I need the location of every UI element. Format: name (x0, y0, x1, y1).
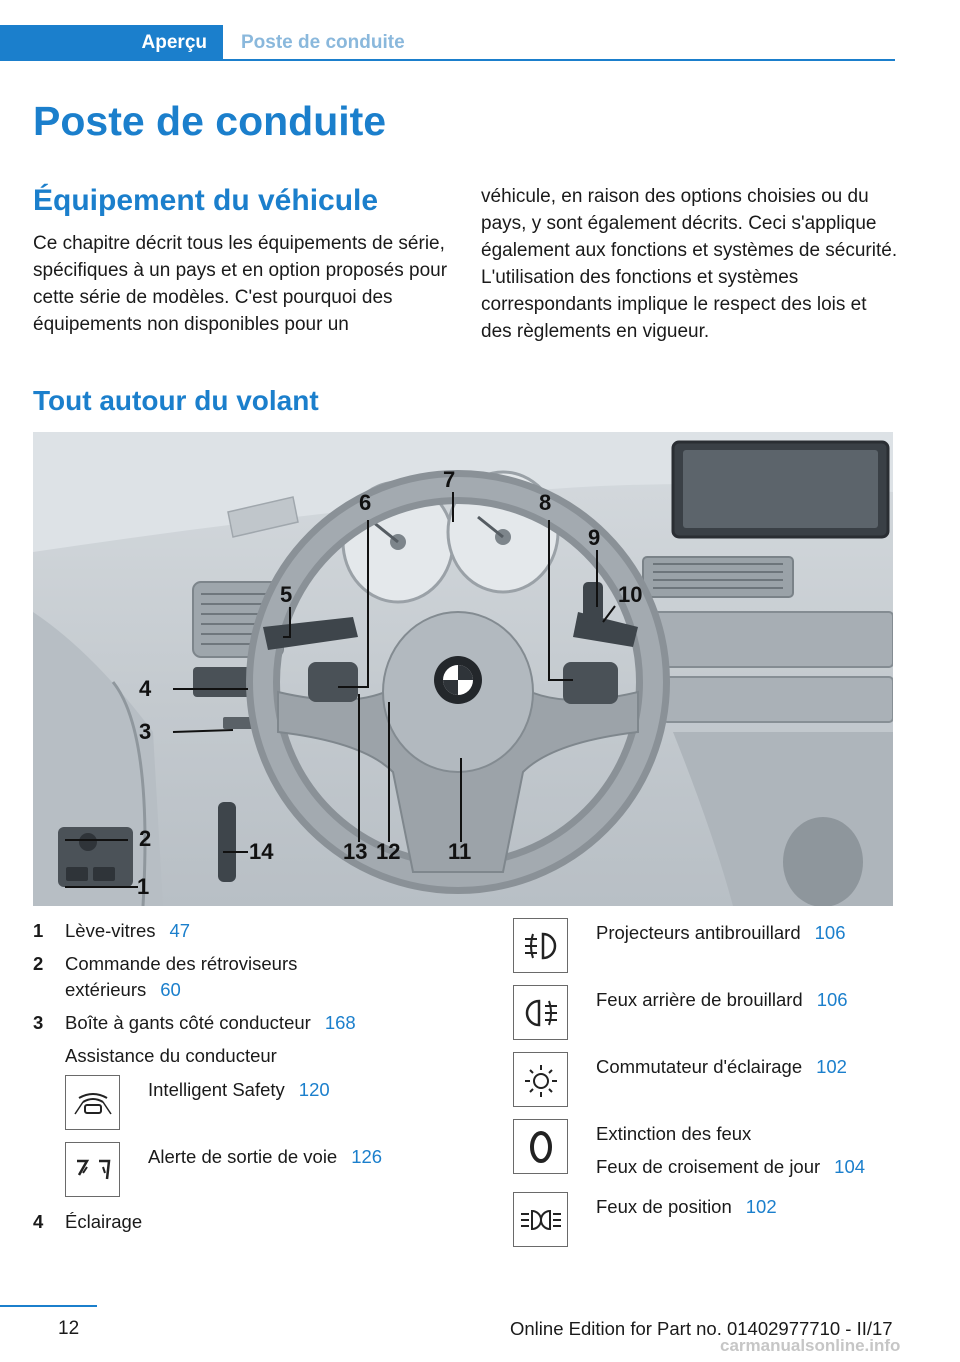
legend-right (513, 918, 913, 1259)
header-tabbar (0, 25, 895, 63)
page-ref-link[interactable]: 104 (834, 1156, 866, 1177)
page-title: Poste de conduite (33, 98, 387, 144)
legend-text: Lève-vitres (65, 920, 156, 941)
assist-label: Assistance du conducteur (65, 1045, 277, 1066)
subsection-title: Tout autour du volant (33, 385, 319, 416)
assist-icons (33, 1075, 473, 1197)
legend-num: 2 (33, 953, 44, 974)
callout-6: 6 (359, 490, 372, 515)
callout-10: 10 (618, 582, 643, 607)
legend-text: Intelligent Safety (148, 1079, 285, 1100)
legend-item-2 (33, 951, 473, 1003)
legend-text: Feux de croisement de jour (596, 1156, 821, 1177)
assist-item-lane-departure (65, 1142, 473, 1197)
callout-13: 13 (343, 839, 368, 864)
section-title: Équipement du véhicule (33, 184, 379, 217)
steering-wheel-illustration (33, 432, 893, 906)
legend-text: Feux de position (596, 1196, 732, 1217)
legend-text: Projecteurs antibrouillard (596, 922, 801, 943)
legend-text: Alerte de sortie de voie (148, 1146, 338, 1167)
callout-12: 12 (376, 839, 401, 864)
callout-2: 2 (139, 826, 152, 851)
page-ref-link[interactable]: 120 (298, 1079, 330, 1100)
intelligent-safety-icon (65, 1075, 120, 1130)
intro-paragraph-left: Ce chapitre décrit tous les équipements de série, spécifiques à un pays et en option proposés pour cette série de modèles. C'est pourquoi des équipements non disponibles pour un (33, 233, 448, 335)
tab-poste-de-conduite[interactable]: Poste de conduite (241, 32, 405, 53)
footer-rule (0, 1305, 97, 1307)
legend-num: 1 (33, 920, 44, 941)
legend-text: Commutateur d'éclairage (596, 1056, 803, 1077)
legend-item-1 (33, 918, 473, 944)
callout-9: 9 (588, 525, 601, 550)
cockpit-drawing (33, 432, 893, 906)
callout-14: 14 (249, 839, 274, 864)
legend-num: 4 (33, 1211, 44, 1232)
page-ref-link[interactable]: 60 (160, 979, 181, 1000)
page-ref-link[interactable]: 102 (745, 1196, 777, 1217)
edition-text: Online Edition for Part no. 01402977710 - II/17 (510, 1318, 893, 1339)
callout-1: 1 (137, 874, 150, 899)
rear-fog-light-icon (513, 985, 568, 1040)
callout-4: 4 (139, 676, 152, 701)
page-ref-link[interactable]: 102 (816, 1056, 847, 1077)
page-number: 12 (58, 1318, 80, 1339)
assist-item-intelligent-safety (65, 1075, 473, 1130)
callout-8: 8 (539, 490, 552, 515)
page-ref-link[interactable]: 168 (324, 1012, 356, 1033)
legend-item-parking-lights (513, 1192, 913, 1247)
legend-item-3 (33, 1010, 473, 1036)
legend-text: Feux arrière de brouillard (596, 989, 803, 1010)
legend-item-light-switch (513, 1052, 913, 1107)
page-ref-link[interactable]: 126 (351, 1146, 383, 1167)
page-ref-link[interactable]: 47 (169, 920, 191, 941)
legend-text: Boîte à gants côté conducteur (65, 1012, 311, 1033)
watermark: carmanualsonline.info (720, 1336, 901, 1355)
legend-text: Commande des rétroviseurs extérieurs (65, 953, 298, 1000)
legend-num: 3 (33, 1012, 44, 1033)
tab-apercu[interactable]: Aperçu (0, 25, 223, 61)
header-rule (223, 59, 895, 61)
page-ref-link[interactable]: 106 (814, 922, 846, 943)
lights-off-icon (513, 1119, 568, 1174)
callout-5: 5 (280, 582, 293, 607)
legend-text: Extinction des feux (596, 1123, 752, 1144)
page-ref-link[interactable]: 106 (816, 989, 848, 1010)
legend-item-front-fog (513, 918, 913, 973)
legend-item-rear-fog (513, 985, 913, 1040)
parking-lights-icon (513, 1192, 568, 1247)
callout-11: 11 (448, 839, 472, 864)
lane-departure-icon (65, 1142, 120, 1197)
intro-paragraph-right: véhicule, en raison des options choisies ou du pays, y sont également décrits. Ceci s'applique également aux fonctions et systèmes de sécurité. L'utilisation des fonctions et systèmes correspondants implique le respect des lois et des règlements en vigueur. (481, 186, 898, 342)
front-fog-light-icon (513, 918, 568, 973)
legend-text: Éclairage (65, 1211, 143, 1232)
legend-item-4 (33, 1209, 473, 1235)
legend-left (33, 918, 473, 1242)
callout-7: 7 (443, 467, 456, 492)
callout-3: 3 (139, 719, 152, 744)
light-switch-icon (513, 1052, 568, 1107)
legend-item-lights-off (513, 1119, 913, 1180)
